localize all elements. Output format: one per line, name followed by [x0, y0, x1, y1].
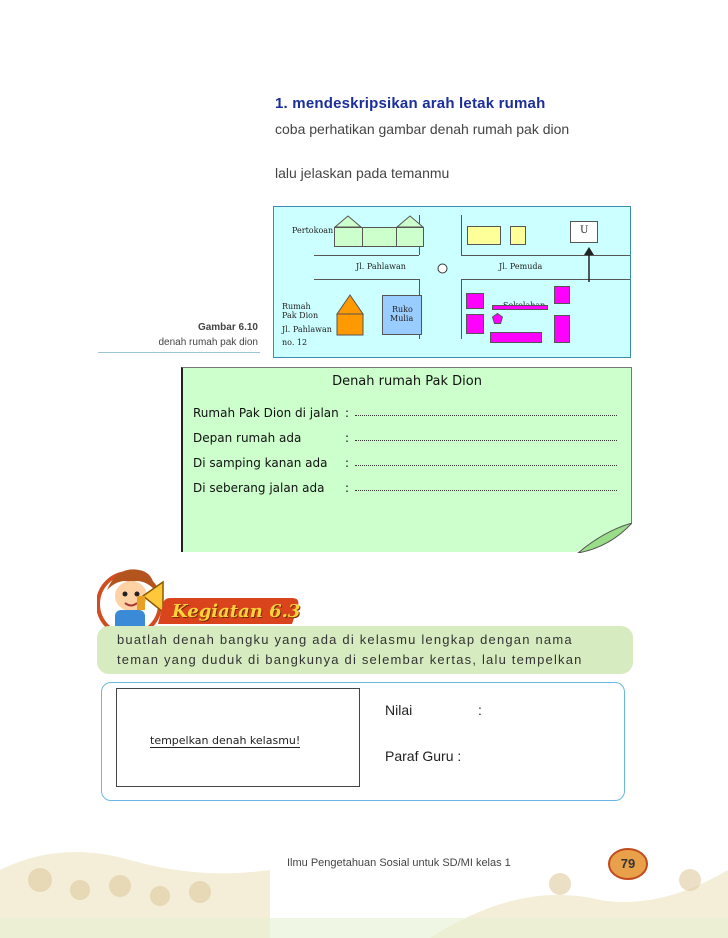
row-label: Rumah Pak Dion di jalan	[193, 406, 339, 420]
school-building	[490, 332, 542, 343]
label-rumah: Rumah	[282, 302, 311, 311]
label-jl-pemuda: Jl. Pemuda	[499, 262, 543, 271]
school-pentagon-icon	[492, 313, 503, 324]
building-yellow	[467, 226, 501, 245]
label-rumah-4: no. 12	[282, 338, 308, 347]
row-colon: :	[345, 406, 350, 420]
school-building	[554, 315, 570, 343]
road-line	[314, 279, 419, 280]
kegiatan-title: Kegiatan 6.3	[172, 601, 301, 622]
caption-rule	[98, 352, 260, 353]
label-rumah-3: Jl. Pahlawan	[282, 325, 332, 334]
north-arrow-icon	[583, 247, 595, 283]
road-line	[461, 279, 631, 280]
pertokoan-block	[334, 227, 424, 247]
divider	[396, 227, 397, 247]
label-rumah-2: Pak Dion	[282, 311, 319, 320]
worksheet-box	[181, 367, 632, 552]
school-building	[466, 314, 484, 334]
school-building	[554, 286, 570, 304]
divider	[362, 227, 363, 247]
school-building	[466, 293, 484, 309]
worksheet-title: Denah rumah Pak Dion	[332, 374, 482, 389]
page-number: 79	[620, 856, 636, 871]
page-curl-icon	[574, 523, 632, 553]
intro-text: coba perhatikan gambar denah rumah pak dion	[275, 121, 570, 137]
answer-line[interactable]	[355, 440, 617, 441]
section-heading: 1. mendeskripsikan arah letak rumah	[275, 95, 546, 112]
answer-line[interactable]	[355, 415, 617, 416]
task-line: teman yang duduk di bangkunya di selembar kertas, lalu tempelkan	[117, 652, 583, 667]
worksheet-row	[193, 406, 623, 422]
row-colon: :	[345, 481, 350, 495]
row-label: Di seberang jalan ada	[193, 481, 325, 495]
label-ruko: Ruko	[392, 305, 413, 314]
answer-line[interactable]	[355, 490, 617, 491]
answer-line[interactable]	[355, 465, 617, 466]
pak-dion-house-icon	[336, 294, 364, 336]
intro-text-2: lalu jelaskan pada temanmu	[275, 165, 450, 181]
row-colon: :	[345, 431, 350, 445]
task-instructions	[97, 626, 633, 674]
row-label: Depan rumah ada	[193, 431, 302, 445]
road-line	[461, 279, 462, 339]
label-ruko-2: Mulia	[390, 314, 414, 323]
roundabout-icon	[437, 263, 448, 274]
worksheet-row	[193, 481, 623, 497]
label-north: U	[580, 225, 589, 236]
row-label: Di samping kanan ada	[193, 456, 328, 470]
school-building	[492, 305, 548, 310]
paraf-guru-label: Paraf Guru :	[385, 748, 462, 764]
road-line	[461, 255, 631, 256]
paste-hint: tempelkan denah kelasmu!	[150, 734, 301, 747]
road-line	[314, 255, 419, 256]
worksheet-row	[193, 456, 623, 472]
book-title: Ilmu Pengetahuan Sosial untuk SD/MI kelas 1	[287, 857, 511, 869]
label-jl-pahlawan: Jl. Pahlawan	[356, 262, 406, 271]
task-line: buatlah denah bangku yang ada di kelasmu lengkap dengan nama	[117, 632, 573, 647]
figure-number: Gambar 6.10	[197, 322, 258, 333]
figure-caption: denah rumah pak dion	[158, 337, 258, 348]
worksheet-row	[193, 431, 623, 447]
label-pertokoan: Pertokoan	[292, 226, 334, 235]
nilai-colon: :	[478, 702, 482, 718]
nilai-label: Nilai	[385, 702, 413, 718]
road-line	[461, 215, 462, 255]
pertokoan-roof	[334, 215, 424, 228]
row-colon: :	[345, 456, 350, 470]
house-map	[273, 206, 631, 358]
building-yellow-small	[510, 226, 526, 245]
